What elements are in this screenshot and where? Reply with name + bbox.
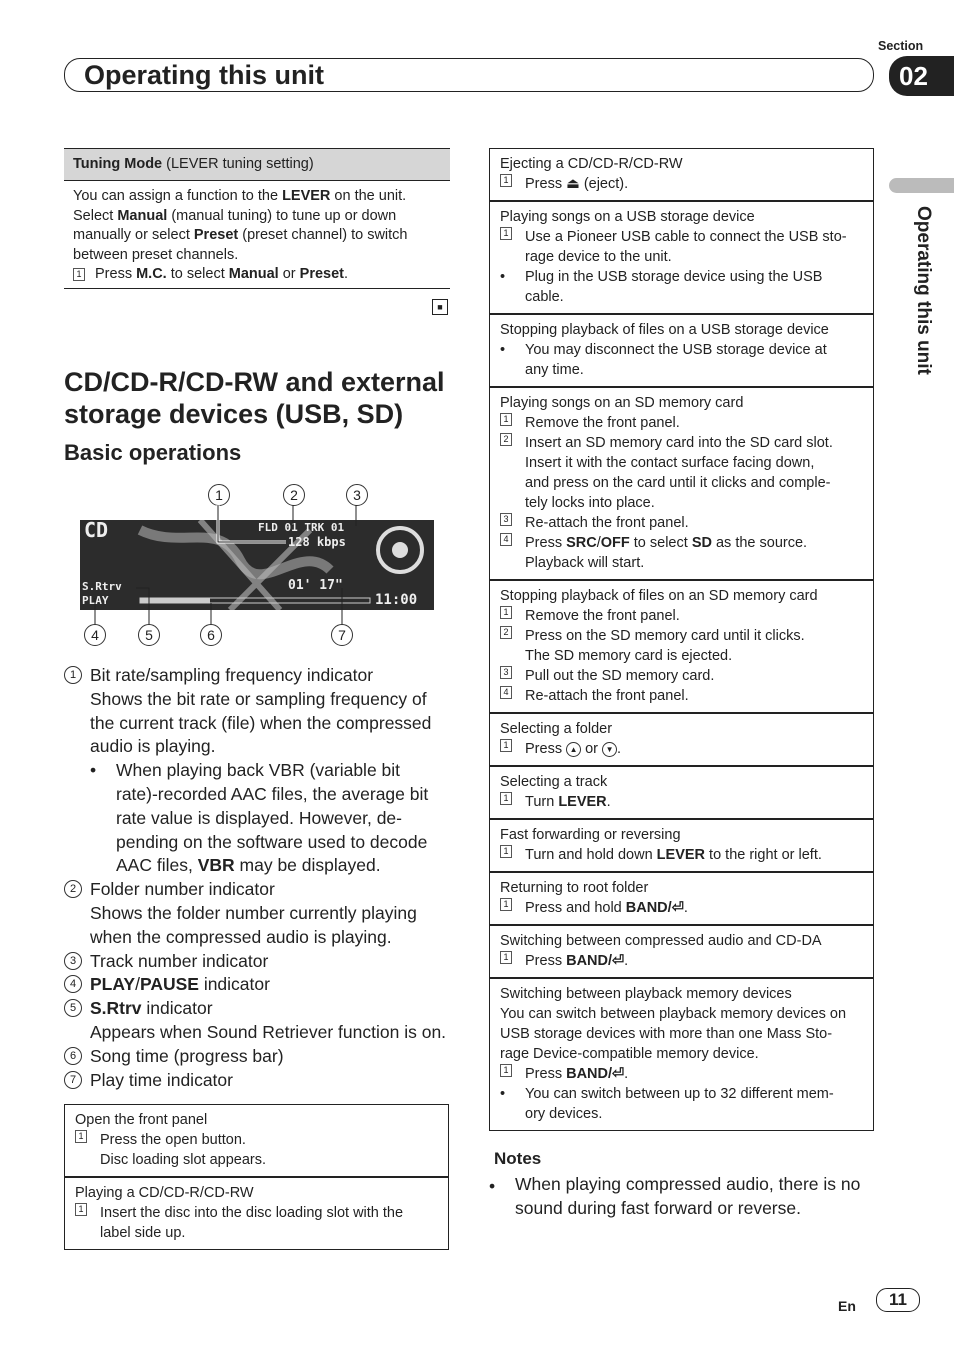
table-cell-root-folder: Returning to root folder 1 Press and hold BAND/⏎. [490,873,873,926]
band-icon: ⏎ [671,900,684,916]
right-operations-table [489,148,874,1131]
callout-5: 5 [138,624,160,646]
callout-2: 2 [283,484,305,506]
lcd-folder-track: FLD 01 TRK 01 [258,521,345,534]
callout-leader-lines [64,480,450,650]
callout-4: 4 [84,624,106,646]
tuning-line: Select Manual (manual tuning) to tune up or down [73,207,397,224]
section-label: Section [878,39,924,53]
tuning-box [64,148,450,289]
table-cell-fast-forward: Fast forwarding or reversing 1 Turn and hold down LEVER to the right or left. [490,820,873,873]
legend-desc: Shows the folder number currently playing when the compressed audio is playing. [90,902,417,947]
table-cell-track: Selecting a track 1 Turn LEVER. [490,767,873,820]
legend-item: 1 Bit rate/sampling frequency indicator [64,664,452,688]
section-number: 02 [899,61,928,91]
legend-item: 2 Folder number indicator [64,878,452,902]
table-cell-open-panel: Open the front panel 1 Press the open button. Disc loading slot appears. [65,1105,448,1178]
tuning-mode-sub: (LEVER tuning setting) [166,156,314,172]
lcd-srtrv: S.Rtrv [82,580,122,593]
end-mark-icon: ■ [432,299,448,315]
step-number: 1 [73,268,85,281]
tuning-line: between preset channels. [73,246,239,263]
table-cell-eject: Ejecting a CD/CD-R/CD-RW 1 Press ⏏ (eject). [490,149,873,202]
tuning-line: manually or select Preset (preset channel) to switch [73,227,408,243]
tuning-box-title [64,148,450,181]
legend-item: 3 Track number indicator [64,950,452,974]
callout-3: 3 [346,484,368,506]
notes-bullet: • When playing compressed audio, there is no sound during fast forward or reverse. [489,1174,861,1218]
table-cell-playing-cd: Playing a CD/CD-R/CD-RW 1 Insert the disc into the disc loading slot with the label side up. [75,1185,404,1241]
table-cell-switch-memory: Switching between playback memory devices You can switch between playback memory devices on USB storage devices with more than one Mass Sto- rage Device-compatible memory device. 1 Press BAND/⏎. • You can switch between up to 32 different mem- ory devices. [500,986,847,1122]
legend-item: 6 Song time (progress bar) [64,1045,452,1069]
page-number: 11 [876,1288,920,1312]
legend-desc: Shows the bit rate or sampling frequency of the current track (file) when the compressed audio is playing. [90,688,432,757]
indicator-legend [64,664,452,1092]
callout-1: 1 [208,484,230,506]
tuning-box-body [64,181,450,285]
callout-7: 7 [331,624,353,646]
footer-lang: En [838,1298,856,1314]
side-tab-label: Operating this unit [913,206,934,375]
section-heading: CD/CD-R/CD-RW and external storage devices (USB, SD) [64,367,445,429]
display-illustration [64,480,450,650]
left-operations-table [64,1104,449,1250]
page-title: Operating this unit [84,60,324,90]
legend-item: 5 S.Rtrv indicator [64,997,452,1021]
band-icon: ⏎ [612,1066,625,1082]
lcd-clock: 11:00 [375,592,418,608]
table-cell-usb-stop: Stopping playback of files on a USB storage device • You may disconnect the USB storage device at any time. [490,315,873,388]
legend-bullet: • When playing back VBR (variable bit rate)-recorded AAC files, the average bit rate value is displayed. However, de- pending on the software used to decode AAC files, VBR may be displayed. [90,760,429,876]
callout-6: 6 [200,624,222,646]
table-cell-sd-play: Playing songs on an SD memory card 1 Remove the front panel. 2 Insert an SD memory card into the SD card slot. Insert it with the contact surface facing down, and press on the card until it clicks and comple- tely locks into place. 3 Re-attach the front panel. 4 Press SRC/OFF to select SD as the source. Playback will start. [490,388,873,581]
band-icon: ⏎ [612,953,625,969]
up-arrow-icon: ▲ [566,742,581,757]
lcd-cd: CD [84,520,109,542]
down-arrow-icon: ▼ [602,742,617,757]
tuning-step: 1 Press M.C. to select Manual or Preset. [73,265,441,285]
table-cell-sd-stop: Stopping playback of files on an SD memory card 1 Remove the front panel. 2 Press on the SD memory card until it clicks. The SD memory card is ejected. 3 Pull out the SD memory card. 4 Re-attach the front panel. [490,581,873,714]
tuning-mode-label: Tuning Mode [73,156,163,172]
lcd-playtime: 01' 17" [288,578,343,593]
table-cell-usb-play: Playing songs on a USB storage device 1 Use a Pioneer USB cable to connect the USB sto- rage device to the unit. • Plug in the USB storage device using the USB cable. [490,202,873,315]
legend-item: 4 PLAY/PAUSE indicator [64,973,452,997]
lcd-play: PLAY [82,594,109,607]
legend-item: 7 Play time indicator [64,1069,452,1093]
lcd-bitrate: 128 kbps [288,535,346,549]
table-cell-folder: Selecting a folder 1 Press ▲ or ▼ . [490,714,873,767]
notes-title: Notes [494,1149,542,1168]
table-cell-switch-audio: Switching between compressed audio and CD-DA 1 Press BAND/⏎. [490,926,873,979]
side-tab-marker [889,178,954,193]
legend-desc: Appears when Sound Retriever function is on. [90,1021,447,1042]
tuning-line: You can assign a function to the LEVER on the unit. [73,188,407,204]
sub-heading: Basic operations [64,440,242,465]
